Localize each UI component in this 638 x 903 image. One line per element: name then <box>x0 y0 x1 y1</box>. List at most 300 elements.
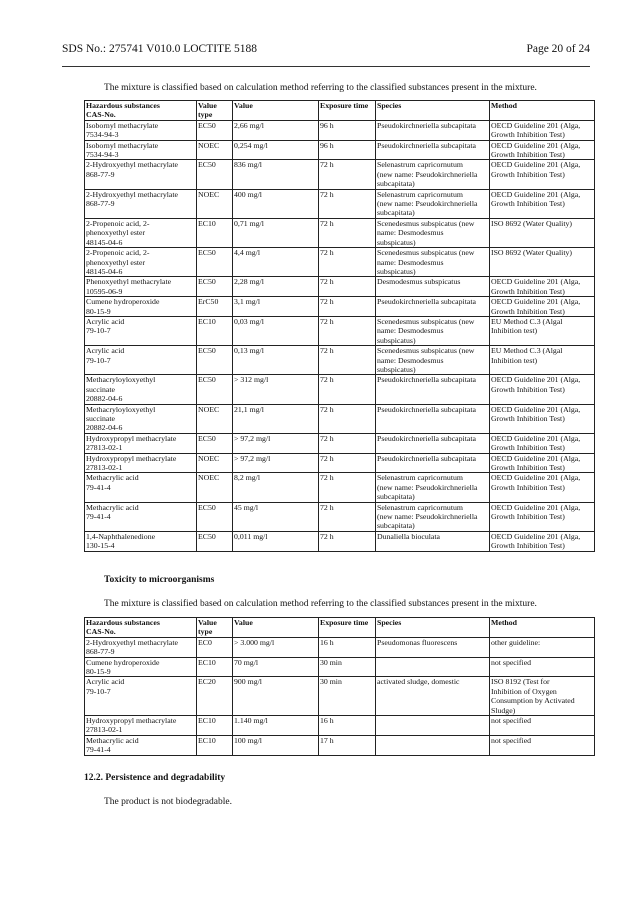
cell-value-type <box>197 677 233 716</box>
cell-text-line: not specified <box>491 716 532 726</box>
cell-text-line: 79-41-4 <box>86 512 111 522</box>
cell-exposure-time <box>319 716 376 736</box>
cell-text-line: EC50 <box>198 531 216 541</box>
cell-text-line: 2-Hydroxyethyl methacrylate <box>86 189 179 199</box>
cell-text-line: Growth Inhibition Test) <box>491 286 565 296</box>
cell-value <box>233 277 319 297</box>
cell-text-line: name: Desmodesmus <box>377 355 444 365</box>
cell-substance <box>85 735 197 755</box>
cell-text-line: EC50 <box>198 248 216 258</box>
table-row <box>85 375 595 404</box>
cell-species <box>376 297 490 317</box>
cell-text-line: Value <box>198 618 217 627</box>
cell-text-line: 3,1 mg/l <box>234 297 260 307</box>
cell-text-line: Methacryloyloxyethyl <box>86 375 156 385</box>
cell-method <box>490 297 595 317</box>
table-row <box>85 316 595 345</box>
cell-text-line: Hazardous substances <box>86 618 160 627</box>
cell-species <box>376 346 490 375</box>
cell-method <box>490 637 595 657</box>
cell-text-line: Cumene hydroperoxide <box>86 657 160 667</box>
cell-method <box>490 375 595 404</box>
cell-text-line: Scenedesmus subspicatus (new <box>377 248 475 258</box>
header-value-type <box>197 101 233 121</box>
microorganism-toxicity-table <box>84 617 595 756</box>
cell-exposure-time <box>319 160 376 189</box>
cell-value-type <box>197 433 233 453</box>
cell-text-line: Inhibition test) <box>491 355 538 365</box>
header-exposure-time <box>319 618 376 638</box>
cell-value <box>233 160 319 189</box>
table-row <box>85 531 595 551</box>
cell-text-line: Acrylic acid <box>86 346 125 356</box>
cell-text-line: Value <box>234 101 253 110</box>
algae-toxicity-table <box>84 100 595 552</box>
cell-value <box>233 531 319 551</box>
cell-substance <box>85 473 197 502</box>
cell-text-line: Exposure time <box>320 618 369 627</box>
cell-text-line: subspicatus) <box>377 266 416 276</box>
cell-method <box>490 404 595 433</box>
cell-text-line: Scenedesmus subspicatus (new <box>377 316 475 326</box>
cell-text-line: 2-Propenoic acid, 2- <box>86 248 150 258</box>
header-exposure-time <box>319 101 376 121</box>
cell-text-line: 2-Hydroxyethyl methacrylate <box>86 160 179 170</box>
cell-text-line: OECD Guideline 201 (Alga, <box>491 140 581 150</box>
cell-text-line: 868-77-9 <box>86 199 115 209</box>
micro-heading: Toxicity to microorganisms <box>104 575 215 585</box>
cell-text-line: Isobornyl methacrylate <box>86 120 159 130</box>
cell-text-line: Methacrylic acid <box>86 735 139 745</box>
cell-text-line: OECD Guideline 201 (Alga, <box>491 473 581 483</box>
cell-text-line: EC10 <box>198 218 216 228</box>
cell-text-line: Acrylic acid <box>86 316 125 326</box>
cell-exposure-time <box>319 189 376 218</box>
cell-text-line: Hydroxypropyl methacrylate <box>86 716 177 726</box>
cell-method <box>490 140 595 160</box>
cell-text-line: 0,13 mg/l <box>234 346 264 356</box>
cell-text-line: CAS-No. <box>86 110 116 120</box>
cell-value <box>233 735 319 755</box>
cell-value-type <box>197 531 233 551</box>
header-rule <box>62 66 590 67</box>
cell-text-line: OECD Guideline 201 (Alga, <box>491 189 581 199</box>
cell-text-line: 16 h <box>320 716 334 726</box>
cell-text-line: Scenedesmus subspicatus (new <box>377 218 475 228</box>
cell-text-line: Growth Inhibition Test) <box>491 463 565 473</box>
cell-text-line: subcapitata) <box>377 492 415 502</box>
cell-text-line: Methacrylic acid <box>86 502 139 512</box>
cell-text-line: 96 h <box>320 120 334 130</box>
cell-text-line: 79-10-7 <box>86 326 111 336</box>
header-substance <box>85 618 197 638</box>
cell-substance <box>85 375 197 404</box>
cell-method <box>490 433 595 453</box>
cell-substance <box>85 716 197 736</box>
cell-text-line: phenoxyethyl ester <box>86 228 146 238</box>
table-row <box>85 453 595 473</box>
cell-text-line: 48145-04-6 <box>86 266 123 276</box>
cell-text-line: other guideline: <box>491 637 541 647</box>
cell-text-line: Species <box>377 101 402 110</box>
cell-text-line: 79-10-7 <box>86 686 111 696</box>
cell-text-line: 0,71 mg/l <box>234 218 264 228</box>
cell-species <box>376 160 490 189</box>
cell-text-line: 30 min <box>320 657 342 667</box>
cell-text-line: 1,4-Naphthalenedione <box>86 531 156 541</box>
cell-text-line: Pseudokirchneriella subcapitata <box>377 140 476 150</box>
cell-text-line: (new name: Pseudokirchneriella <box>377 512 478 522</box>
cell-text-line: 0,03 mg/l <box>234 316 264 326</box>
cell-value <box>233 248 319 277</box>
cell-text-line: EC50 <box>198 120 216 130</box>
cell-text-line: 27813-02-1 <box>86 725 123 735</box>
cell-value-type <box>197 189 233 218</box>
micro-intro-text: The mixture is classified based on calculation method referring to the classified substances present in the mixture. <box>104 599 537 609</box>
cell-text-line: 2,66 mg/l <box>234 120 264 130</box>
table-row <box>85 433 595 453</box>
cell-species <box>376 218 490 247</box>
table-row <box>85 218 595 247</box>
cell-text-line: 48145-04-6 <box>86 237 123 247</box>
table-row <box>85 297 595 317</box>
cell-method <box>490 716 595 736</box>
cell-text-line: ErC50 <box>198 297 219 307</box>
cell-substance <box>85 277 197 297</box>
cell-text-line: OECD Guideline 201 (Alga, <box>491 404 581 414</box>
cell-value-type <box>197 716 233 736</box>
cell-text-line: not specified <box>491 657 532 667</box>
algae-intro-text: The mixture is classified based on calculation method referring to the classified substances present in the mixture. <box>104 83 537 93</box>
cell-text-line: ISO 8692 (Water Quality) <box>491 218 573 228</box>
cell-species <box>376 248 490 277</box>
cell-exposure-time <box>319 248 376 277</box>
cell-text-line: 2,28 mg/l <box>234 277 264 287</box>
cell-method <box>490 160 595 189</box>
cell-text-line: Growth Inhibition Test) <box>491 482 565 492</box>
cell-value <box>233 189 319 218</box>
cell-value-type <box>197 346 233 375</box>
cell-text-line: 8,2 mg/l <box>234 473 260 483</box>
cell-text-line: 70 mg/l <box>234 657 259 667</box>
cell-text-line: Pseudokirchneriella subcapitata <box>377 433 476 443</box>
cell-text-line: EU Method C.3 (Algal <box>491 316 563 326</box>
table-header-row <box>85 101 595 121</box>
cell-text-line: Methacryloyloxyethyl <box>86 404 156 414</box>
cell-text-line: 96 h <box>320 140 334 150</box>
cell-text-line: OECD Guideline 201 (Alga, <box>491 433 581 443</box>
cell-value-type <box>197 637 233 657</box>
cell-text-line: 80-15-9 <box>86 306 111 316</box>
cell-text-line: 79-41-4 <box>86 745 111 755</box>
cell-value-type <box>197 218 233 247</box>
cell-text-line: 17 h <box>320 735 334 745</box>
cell-text-line: 400 mg/l <box>234 189 262 199</box>
cell-text-line: 72 h <box>320 453 334 463</box>
cell-species <box>376 140 490 160</box>
cell-exposure-time <box>319 316 376 345</box>
cell-text-line: > 97,2 mg/l <box>234 453 271 463</box>
cell-species <box>376 502 490 531</box>
cell-text-line: Isobornyl methacrylate <box>86 140 159 150</box>
cell-species <box>376 277 490 297</box>
cell-value <box>233 473 319 502</box>
cell-species <box>376 316 490 345</box>
cell-text-line: (new name: Pseudokirchneriella <box>377 482 478 492</box>
cell-text-line: succinate <box>86 414 116 423</box>
cell-text-line: 16 h <box>320 637 334 647</box>
cell-exposure-time <box>319 404 376 433</box>
cell-text-line: Hydroxypropyl methacrylate <box>86 453 177 463</box>
cell-text-line: Sludge) <box>491 705 516 715</box>
cell-substance <box>85 189 197 218</box>
cell-method <box>490 189 595 218</box>
cell-text-line: EC50 <box>198 160 216 170</box>
table-row <box>85 637 595 657</box>
cell-text-line: Pseudokirchneriella subcapitata <box>377 404 476 414</box>
cell-text-line: 72 h <box>320 218 334 228</box>
cell-text-line: Growth Inhibition Test) <box>491 443 565 453</box>
cell-text-line: 72 h <box>320 297 334 307</box>
table-header-row <box>85 618 595 638</box>
cell-method <box>490 248 595 277</box>
table-row <box>85 120 595 140</box>
cell-text-line: Selenastrum capricornutum <box>377 189 463 199</box>
cell-text-line: OECD Guideline 201 (Alga, <box>491 120 581 130</box>
cell-text-line: Method <box>491 618 517 627</box>
cell-exposure-time <box>319 297 376 317</box>
cell-text-line: subcapitata) <box>377 521 415 531</box>
cell-substance <box>85 531 197 551</box>
cell-substance <box>85 316 197 345</box>
cell-text-line: 45 mg/l <box>234 502 259 512</box>
cell-text-line: 72 h <box>320 316 334 326</box>
cell-value-type <box>197 160 233 189</box>
cell-text-line: Hazardous substances <box>86 101 160 110</box>
cell-text-line: 4,4 mg/l <box>234 248 260 258</box>
cell-exposure-time <box>319 677 376 716</box>
cell-text-line: 72 h <box>320 277 334 287</box>
cell-text-line: 0,254 mg/l <box>234 140 268 150</box>
cell-text-line: 72 h <box>320 473 334 483</box>
cell-value-type <box>197 657 233 677</box>
cell-value-type <box>197 140 233 160</box>
cell-text-line: activated sludge, domestic <box>377 677 460 687</box>
cell-text-line: EC0 <box>198 637 212 647</box>
cell-substance <box>85 677 197 716</box>
table-row <box>85 502 595 531</box>
cell-substance <box>85 248 197 277</box>
cell-value-type <box>197 502 233 531</box>
header-method <box>490 618 595 638</box>
cell-exposure-time <box>319 346 376 375</box>
cell-method <box>490 346 595 375</box>
cell-text-line: OECD Guideline 201 (Alga, <box>491 277 581 287</box>
cell-text-line: EC10 <box>198 716 216 726</box>
cell-species <box>376 735 490 755</box>
cell-method <box>490 657 595 677</box>
cell-text-line: Growth Inhibition Test) <box>491 541 565 551</box>
table-row <box>85 677 595 716</box>
cell-species <box>376 375 490 404</box>
cell-text-line: Selenastrum capricornutum <box>377 160 463 170</box>
cell-text-line: 79-41-4 <box>86 482 111 492</box>
cell-text-line: Consumption by Activated <box>491 696 575 706</box>
cell-text-line: Phenoxyethyl methacrylate <box>86 277 172 287</box>
document-id: SDS No.: 275741 V010.0 LOCTITE 5188 <box>62 43 257 55</box>
cell-text-line: Growth Inhibition Test) <box>491 384 565 394</box>
table-row <box>85 735 595 755</box>
cell-value-type <box>197 404 233 433</box>
cell-substance <box>85 218 197 247</box>
cell-value <box>233 375 319 404</box>
table-row <box>85 404 595 433</box>
cell-value-type <box>197 120 233 140</box>
cell-text-line: 72 h <box>320 433 334 443</box>
cell-text-line: OECD Guideline 201 (Alga, <box>491 297 581 307</box>
cell-exposure-time <box>319 637 376 657</box>
cell-substance <box>85 120 197 140</box>
cell-text-line: 900 mg/l <box>234 677 262 687</box>
table-row <box>85 716 595 736</box>
cell-value-type <box>197 375 233 404</box>
cell-exposure-time <box>319 218 376 247</box>
cell-text-line: Growth Inhibition Test) <box>491 150 565 160</box>
cell-text-line: 10595-06-9 <box>86 286 123 296</box>
cell-method <box>490 453 595 473</box>
cell-text-line: ISO 8192 (Test for <box>491 677 550 687</box>
header-species <box>376 618 490 638</box>
page-number: Page 20 of 24 <box>526 43 590 55</box>
cell-text-line: Inhibition of Oxygen <box>491 686 557 696</box>
cell-text-line: EU Method C.3 (Algal <box>491 346 563 356</box>
cell-text-line: phenoxyethyl ester <box>86 257 146 267</box>
cell-text-line: 2-Hydroxyethyl methacrylate <box>86 637 179 647</box>
cell-text-line: EC50 <box>198 502 216 512</box>
cell-substance <box>85 657 197 677</box>
cell-exposure-time <box>319 120 376 140</box>
cell-text-line: 1.140 mg/l <box>234 716 268 726</box>
cell-text-line: subcapitata) <box>377 179 415 189</box>
cell-text-line: 80-15-9 <box>86 667 111 677</box>
table-row <box>85 160 595 189</box>
cell-species <box>376 657 490 677</box>
cell-text-line: not specified <box>491 735 532 745</box>
cell-text-line: Value <box>198 101 217 110</box>
cell-substance <box>85 346 197 375</box>
cell-exposure-time <box>319 277 376 297</box>
cell-value-type <box>197 735 233 755</box>
cell-text-line: 868-77-9 <box>86 169 115 179</box>
header-substance <box>85 101 197 121</box>
cell-text-line: 27813-02-1 <box>86 463 123 473</box>
cell-value <box>233 404 319 433</box>
cell-exposure-time <box>319 140 376 160</box>
cell-text-line: EC10 <box>198 316 216 326</box>
cell-text-line: > 97,2 mg/l <box>234 433 271 443</box>
cell-text-line: OECD Guideline 201 (Alga, <box>491 375 581 385</box>
cell-value <box>233 657 319 677</box>
cell-text-line: 21,1 mg/l <box>234 404 264 414</box>
cell-text-line: Growth Inhibition Test) <box>491 512 565 522</box>
cell-text-line: 79-10-7 <box>86 355 111 365</box>
cell-text-line: 72 h <box>320 404 334 414</box>
cell-text-line: Pseudokirchneriella subcapitata <box>377 453 476 463</box>
cell-text-line: 27813-02-1 <box>86 443 123 453</box>
cell-substance <box>85 453 197 473</box>
cell-text-line: 2-Propenoic acid, 2- <box>86 218 150 228</box>
cell-species <box>376 677 490 716</box>
cell-text-line: Pseudomonas fluorescens <box>377 637 458 647</box>
cell-text-line: OECD Guideline 201 (Alga, <box>491 160 581 170</box>
cell-text-line: Growth Inhibition Test) <box>491 306 565 316</box>
cell-text-line: succinate <box>86 384 116 394</box>
cell-text-line: Inhibition test) <box>491 326 538 336</box>
cell-text-line: EC10 <box>198 735 216 745</box>
cell-text-line: name: Desmodesmus <box>377 326 444 336</box>
cell-text-line: OECD Guideline 201 (Alga, <box>491 531 581 541</box>
cell-text-line: (new name: Pseudokirchneriella <box>377 169 478 179</box>
cell-species <box>376 473 490 502</box>
cell-value-type <box>197 453 233 473</box>
cell-value <box>233 716 319 736</box>
cell-text-line: (new name: Pseudokirchneriella <box>377 199 478 209</box>
cell-method <box>490 120 595 140</box>
cell-method <box>490 218 595 247</box>
cell-method <box>490 531 595 551</box>
cell-text-line: NOEC <box>198 473 220 483</box>
cell-text-line: 72 h <box>320 375 334 385</box>
section-text: The product is not biodegradable. <box>104 797 232 807</box>
cell-text-line: name: Desmodesmus <box>377 257 444 267</box>
cell-text-line: 7534-94-3 <box>86 130 119 140</box>
cell-text-line: Desmodesmus subspicatus <box>377 277 461 287</box>
cell-value-type <box>197 316 233 345</box>
cell-text-line: 30 min <box>320 677 342 687</box>
cell-text-line: NOEC <box>198 140 220 150</box>
cell-text-line: Scenedesmus subspicatus (new <box>377 346 475 356</box>
cell-text-line: type <box>198 110 213 120</box>
cell-text-line: 836 mg/l <box>234 160 262 170</box>
cell-text-line: Growth Inhibition Test) <box>491 130 565 140</box>
cell-species <box>376 637 490 657</box>
cell-text-line: EC50 <box>198 277 216 287</box>
cell-text-line: 0,011 mg/l <box>234 531 268 541</box>
cell-text-line: Cumene hydroperoxide <box>86 297 160 307</box>
table-row <box>85 346 595 375</box>
cell-text-line: type <box>198 627 213 637</box>
cell-text-line: Acrylic acid <box>86 677 125 687</box>
cell-species <box>376 404 490 433</box>
cell-text-line: Growth Inhibition Test) <box>491 169 565 179</box>
cell-species <box>376 189 490 218</box>
cell-text-line: 20882-04-6 <box>86 394 123 404</box>
cell-text-line: Selenastrum capricornutum <box>377 502 463 512</box>
cell-text-line: Exposure time <box>320 101 369 110</box>
cell-value <box>233 120 319 140</box>
cell-value <box>233 218 319 247</box>
cell-value <box>233 502 319 531</box>
cell-text-line: Hydroxypropyl methacrylate <box>86 433 177 443</box>
cell-value <box>233 297 319 317</box>
cell-exposure-time <box>319 433 376 453</box>
cell-text-line: Pseudokirchneriella subcapitata <box>377 120 476 130</box>
cell-text-line: Value <box>234 618 253 627</box>
section-heading: 12.2. Persistence and degradability <box>84 773 226 783</box>
cell-text-line: EC50 <box>198 375 216 385</box>
cell-text-line: OECD Guideline 201 (Alga, <box>491 502 581 512</box>
cell-value <box>233 140 319 160</box>
